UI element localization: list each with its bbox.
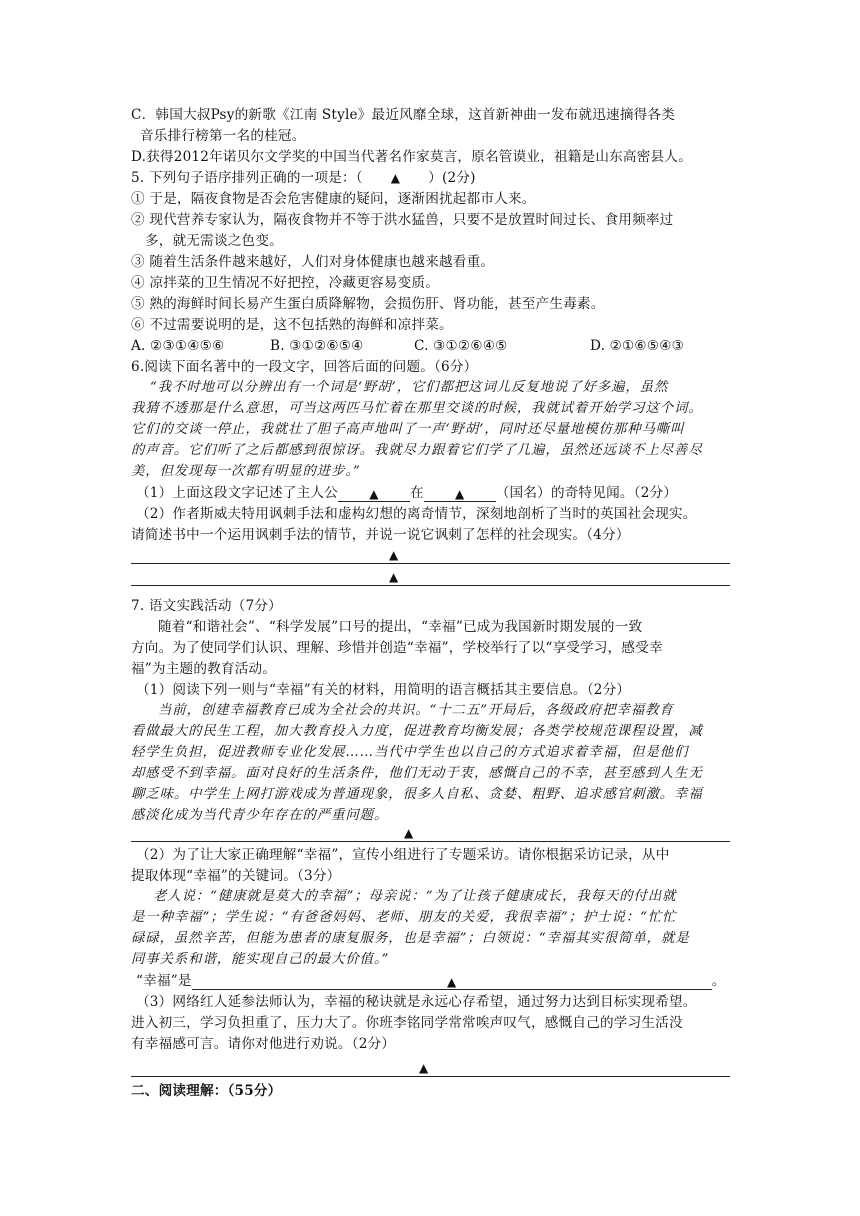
q7-material-line2: 看做最大的民生工程，加大教育投入力度，促进教育均衡发展；各类学校规范课程设置，减	[131, 724, 703, 739]
q5-option-b: B. ③①②⑥⑤④	[270, 338, 364, 354]
q7-intro-line1: 随着“和谐社会”、“科学发展”口号的提出，“幸福”已成为我国新时期发展的一致	[158, 619, 643, 635]
q5-stem	[131, 169, 476, 187]
q6-subq1-text-c: （国名）的奇特见闻。（2分）	[495, 485, 678, 501]
q6-subq1-text-a: （1）上面这段文字记述了主人公	[136, 485, 338, 501]
q7-subq3-line3: 有幸福感可言。请你对他进行劝说。（2分）	[131, 1036, 396, 1052]
q7-material-line6: 感淡化成为当代青少年存在的严重问题。	[131, 808, 389, 823]
answer-line[interactable]	[131, 841, 730, 842]
q5-option-a: A. ②③①④⑤⑥	[131, 338, 225, 354]
q7-title: 7. 语文实践活动（7分）	[131, 598, 282, 614]
q7-material-line4: 却感受不到幸福。面对良好的生活条件，他们无动于衷，感慨自己的不幸，甚至感到人生无	[131, 766, 703, 781]
keyword-answer-blank[interactable]	[192, 973, 712, 990]
answer-triangle: ▲	[455, 487, 465, 501]
q6-subq1-text-b: 在	[409, 485, 424, 501]
q6-subq1	[136, 484, 677, 502]
q7-subq3-line2: 进入初三，学习负担重了，压力大了。你班李铭同学常常唉声叹气，感慨自己的学习生活没	[131, 1015, 683, 1031]
q7-record-line3: 碌碌，虽然辛苦，但能为患者的康复服务，也是幸福”；白领说：“幸福其实很简单，就是	[131, 931, 690, 946]
q4-option-c-line2: 音乐排行榜第一名的桂冠。	[140, 128, 306, 144]
q7-record-line4: 同事关系和谐，能实现自己的最大价值。”	[131, 952, 390, 967]
answer-triangle: ▲	[390, 171, 401, 185]
q6-title: 6.阅读下面名著中的一段文字，回答后面的问题。（6分）	[131, 359, 478, 375]
protagonist-answer-blank[interactable]	[338, 485, 410, 502]
q5-sentence-2-line2: 多，就无需谈之色变。	[145, 233, 283, 249]
answer-line[interactable]	[131, 1076, 730, 1077]
q7-intro-line2: 方向。为了使同学们认识、理解、珍惜并创造“幸福”，学校举行了以“享受学习，感受幸	[131, 640, 663, 656]
q4-option-c-line1: C．韩国大叔Psy的新歌《江南 Style》最近风靡全球，这首新神曲一发布就迅速摘得各类	[131, 107, 675, 123]
q7-keyword-line	[136, 972, 725, 990]
q6-subq2-line1: （2）作者斯威夫特用讽刺手法和虚构幻想的离奇情节，深刻地剖析了当时的英国社会现实。	[136, 506, 697, 522]
q4-option-d: D.获得2012年诺贝尔文学奖的中国当代著名作家莫言，原名管谟业，祖籍是山东高密县人。	[131, 149, 692, 165]
q5-sentence-5: ⑤ 熟的海鲜时间长易产生蛋白质降解物，会损伤肝、肾功能，甚至产生毒素。	[131, 296, 605, 312]
q6-passage-line3: 它们的交谈一停止，我就壮了胆子高声地叫了一声‘野胡’，同时还尽量地模仿那种马嘶叫	[131, 422, 685, 437]
q7-intro-line3: 福”为主题的教育活动。	[131, 661, 277, 677]
answer-triangle: ▲	[446, 975, 457, 989]
answer-triangle: ▲	[419, 1061, 429, 1075]
q6-passage-line4: 的声音。它们听了之后都感到很惊讶。我就尽力跟着它们学了几遍，虽然还远谈不上尽善尽	[131, 443, 703, 458]
q5-sentence-3: ③ 随着生活条件越来越好，人们对身体健康也越来越看重。	[131, 254, 495, 270]
q6-subq2-line2: 请简述书中一个运用讽刺手法的情节，并说一说它讽刺了怎样的社会现实。（4分）	[131, 527, 630, 543]
q5-option-c: C. ③①②⑥④⑤	[414, 338, 508, 354]
answer-line[interactable]	[131, 585, 730, 586]
q7-subq1: （1）阅读下列一则与“幸福”有关的材料，用简明的语言概括其主要信息。（2分）	[136, 682, 631, 698]
q7-material-line5: 聊乏味。中学生上网打游戏成为普通现象，很多人自私、贪婪、粗野、追求感官刺激。幸福	[131, 787, 703, 802]
q6-passage-line5: 美，但发现每一次都有明显的进步。”	[131, 464, 361, 479]
q7-subq2-line2: 提取体现“幸福”的关键词。（3分）	[131, 868, 341, 884]
country-answer-blank[interactable]	[424, 485, 496, 502]
q5-sentence-6: ⑥ 不过需要说明的是，这不包括熟的海鲜和凉拌菜。	[131, 317, 453, 333]
q7-subq2-line1: （2）为了让大家正确理解“幸福”，宣传小组进行了专题采访。请你根据采访记录，从中	[136, 847, 670, 863]
q7-material-line1: 当前，创建幸福教育已成为全社会的共识。“十二五”开局后，各级政府把幸福教育	[158, 703, 674, 718]
q5-sentence-4: ④ 凉拌菜的卫生情况不好把控，冷藏更容易变质。	[131, 275, 439, 291]
section-heading: 二、阅读理解：（55分）	[131, 1083, 282, 1099]
q7-keyword-label: “幸福”是	[136, 973, 192, 989]
q7-record-line2: 是一种幸福”；学生说：“有爸爸妈妈、老师、朋友的关爱，我很幸福”；护士说：“忙忙	[131, 910, 677, 925]
answer-line[interactable]	[131, 563, 730, 564]
q6-passage-line2: 我猜不透那是什么意思，可当这两匹马忙着在那里交谈的时候，我就试着开始学习这个词。	[131, 401, 703, 416]
answer-triangle: ▲	[389, 548, 399, 562]
q7-keyword-period: 。	[711, 973, 726, 989]
q7-record-line1: 老人说：“健康就是莫大的幸福”；母亲说：“为了让孩子健康成长，我每天的付出就	[153, 889, 677, 904]
answer-triangle: ▲	[404, 826, 414, 840]
q7-material-line3: 轻学生负担，促进教师专业化发展……当代中学生也以自己的方式追求着幸福，但是他们	[131, 745, 689, 760]
q5-stem-text: 5. 下列句子语序排列正确的一项是：（	[131, 170, 363, 186]
q6-passage-line1: “我不时地可以分辨出有一个词是‘野胡’，它们都把这词儿反复地说了好多遍，虽然	[150, 380, 669, 395]
q7-subq3-line1: （3）网络红人延参法师认为，幸福的秘诀就是永远心存希望，通过努力达到目标实现希望。	[136, 994, 697, 1010]
q5-sentence-1: ① 于是，隔夜食物是否会危害健康的疑问，逐渐困扰起都市人来。	[131, 191, 536, 207]
answer-triangle: ▲	[389, 570, 399, 584]
answer-triangle: ▲	[369, 487, 379, 501]
q5-sentence-2-line1: ② 现代营养专家认为，隔夜食物并不等于洪水猛兽，只要不是放置时间过长、食用频率过	[131, 212, 674, 228]
q5-score: ）(2分)	[428, 170, 476, 186]
q5-option-d: D. ②①⑥⑤④③	[590, 338, 684, 354]
